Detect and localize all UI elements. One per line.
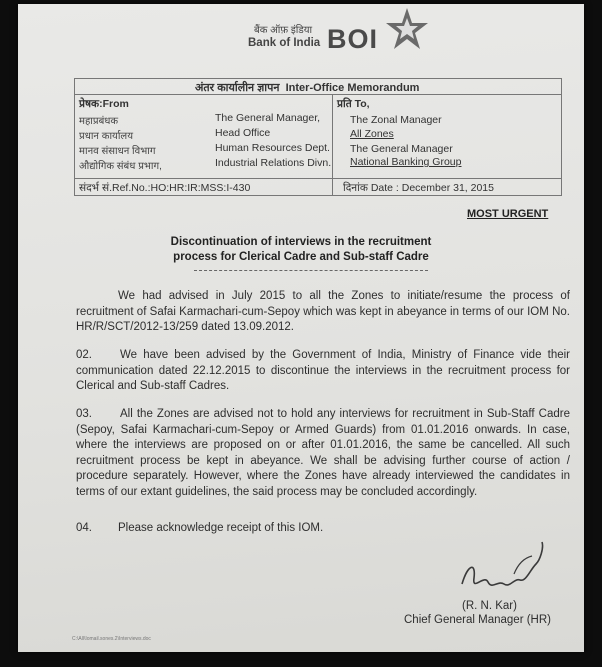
subject-line-1: Discontinuation of interviews in the recruitment xyxy=(170,236,432,248)
to-label: प्रति To, xyxy=(337,98,370,110)
paragraph-1: We had advised in July 2015 to all the Zones to initiate/resume the process of recruitment of Safai Karmachari-cum-Sepoy which was kept in abeyance in terms of our IOM No. HR/R/SCT/2012-13/259 dated 13.09.2012. xyxy=(76,290,570,333)
to-line: All Zones xyxy=(350,128,394,140)
bank-name-english: Bank of India xyxy=(248,37,321,49)
to-line: National Banking Group xyxy=(350,156,462,168)
file-path-footer: C:\All\Iomail.sones.2\Interviews.doc xyxy=(72,636,151,642)
from-english-line: The General Manager, xyxy=(215,112,321,124)
bank-name-hindi: बैंक ऑफ़ इंडिया xyxy=(254,25,313,36)
signatory-name: (R. N. Kar) xyxy=(462,600,517,612)
from-hindi-line: औद्योगिक संबंध प्रभाग, xyxy=(79,161,162,172)
paragraph-2: 02. We have been advised by the Government of India, Ministry of Finance vide their communication dated 22.12.2015 to discontinue the interviews in the recruitment process for Clerical and Sub-staff Cadres. xyxy=(76,349,570,392)
handwritten-signature-icon xyxy=(454,534,554,604)
to-line: The General Manager xyxy=(350,143,453,155)
from-label: प्रेषक:From xyxy=(79,98,129,110)
paragraph-3: 03. All the Zones are advised not to hold any interviews for recruitment in Sub-Staff Cadre (Sepoy, Safai Karmachari-cum-Sepoy or Armed Guards) from 01.01.2016 onwards. In case, where the interviews are proposed on or after 01.01.2016, the same be cancelled. All such recruitment process be kept in abeyance. We shall be advising further course of action / procedure separately. However, where the Zones have already interviewed the candidates in terms of our extant guidelines, the said process may be concluded accordingly. xyxy=(76,408,570,498)
memo-header-box xyxy=(74,78,562,196)
bank-logo-text: BOI xyxy=(327,24,379,54)
signatory-title: Chief General Manager (HR) xyxy=(404,614,552,626)
from-hindi-line: महाप्रबंधक xyxy=(79,116,119,127)
reference-number: संदर्भ सं.Ref.No.:HO:HR:IR:MSS:I-430 xyxy=(79,182,251,194)
from-english-line: Industrial Relations Divn. xyxy=(215,157,332,169)
memorandum-page xyxy=(18,4,584,652)
memo-title: अंतर कार्यालीन ज्ञापन Inter-Office Memorandum xyxy=(195,82,420,94)
bank-star-logo-icon xyxy=(383,6,431,52)
subject-line-2: process for Clerical Cadre and Sub-staff Cadre xyxy=(173,251,429,263)
from-english-line: Head Office xyxy=(215,127,271,139)
from-hindi-line: प्रधान कार्यालय xyxy=(79,131,133,142)
priority-label: MOST URGENT xyxy=(467,208,549,220)
memo-date: दिनांक Date : December 31, 2015 xyxy=(343,182,494,194)
to-line: The Zonal Manager xyxy=(350,114,442,126)
from-english-line: Human Resources Dept. xyxy=(215,142,330,154)
subject-divider xyxy=(194,270,428,271)
from-hindi-line: मानव संसाधन विभाग xyxy=(79,146,156,157)
acknowledgement-line: 04. Please acknowledge receipt of this IOM. xyxy=(76,522,324,534)
